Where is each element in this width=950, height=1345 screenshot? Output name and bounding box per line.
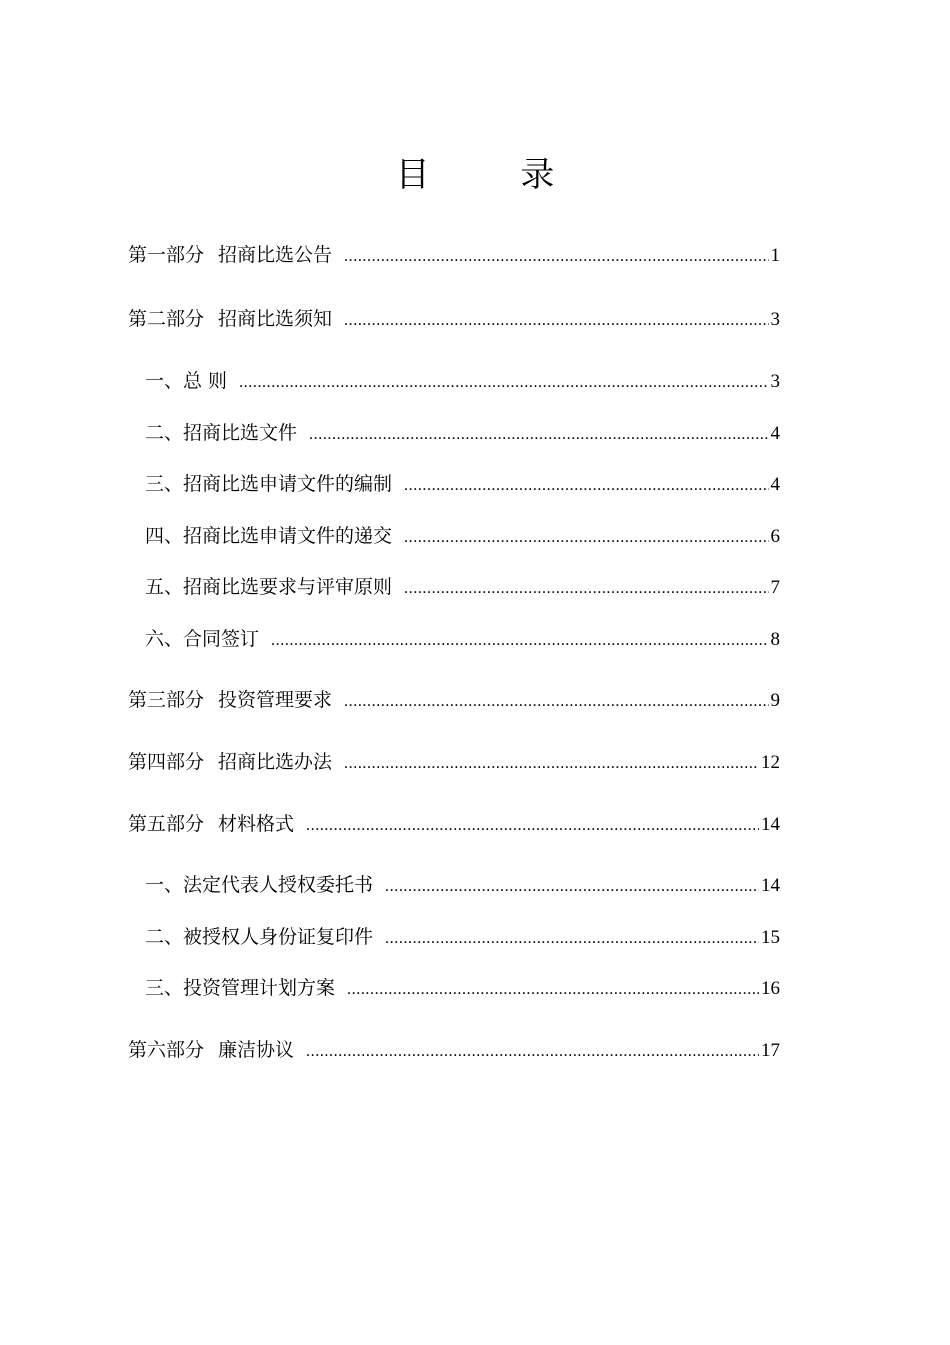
toc-entry-title: 招商比选要求与评审原则 <box>183 576 393 598</box>
toc-entry-prefix: 一、 <box>145 370 184 392</box>
toc-entry-page: 3 <box>770 371 780 392</box>
toc-entry-prefix: 一、 <box>145 874 184 896</box>
toc-entry-title: 招商比选申请文件的编制 <box>183 473 393 495</box>
toc-entry-prefix: 四、 <box>145 525 184 547</box>
toc-entry-part-3[interactable] <box>128 687 780 715</box>
toc-entry-title: 材料格式 <box>218 813 295 835</box>
toc-entry-prefix: 第六部分 <box>128 1039 205 1061</box>
dot-leader <box>306 813 759 839</box>
toc-entry-title: 招商比选申请文件的递交 <box>183 525 393 547</box>
dot-leader <box>385 926 759 952</box>
toc-entry-section[interactable] <box>145 471 780 499</box>
toc-entry-page: 17 <box>761 1040 780 1061</box>
dot-leader <box>271 628 768 654</box>
toc-entry-prefix: 三、 <box>145 977 184 999</box>
toc-entry-title: 被授权人身份证复印件 <box>183 926 374 948</box>
toc-entry-prefix: 三、 <box>145 473 184 495</box>
toc-entry-section[interactable] <box>145 368 780 396</box>
toc-entry-title: 招商比选公告 <box>218 244 333 266</box>
dot-leader <box>385 874 759 900</box>
toc-entry-part-1[interactable] <box>128 242 780 270</box>
toc-entry-page: 9 <box>770 690 780 711</box>
toc-entry-page: 4 <box>770 423 780 444</box>
toc-entry-title: 法定代表人授权委托书 <box>183 874 374 896</box>
toc-entry-section[interactable] <box>145 574 780 602</box>
toc-entry-page: 6 <box>770 526 780 547</box>
toc-entry-prefix: 第五部分 <box>128 813 205 835</box>
toc-entry-title: 合同签订 <box>183 628 260 650</box>
toc-entry-title: 招商比选文件 <box>183 422 298 444</box>
toc-entry-page: 1 <box>770 245 780 266</box>
toc-entry-title: 廉洁协议 <box>218 1039 295 1061</box>
toc-entry-title: 招商比选须知 <box>218 308 333 330</box>
toc-entry-page: 12 <box>761 752 780 773</box>
toc-entry-page: 14 <box>761 875 780 896</box>
toc-entry-page: 8 <box>770 629 780 650</box>
dot-leader <box>404 525 768 551</box>
toc-entry-prefix: 二、 <box>145 926 184 948</box>
toc-entry-part-2[interactable] <box>128 306 780 334</box>
dot-leader <box>347 977 759 1003</box>
toc-entry-prefix: 第四部分 <box>128 751 205 773</box>
dot-leader <box>344 751 759 777</box>
toc-entry-prefix: 第二部分 <box>128 308 205 330</box>
toc-entry-part-5[interactable] <box>128 811 780 839</box>
toc-entry-prefix: 二、 <box>145 422 184 444</box>
toc-entry-part-6[interactable] <box>128 1037 780 1065</box>
dot-leader <box>344 308 768 334</box>
dot-leader <box>309 422 768 448</box>
dot-leader <box>404 473 768 499</box>
dot-leader <box>344 689 768 715</box>
toc-entry-prefix: 第一部分 <box>128 244 205 266</box>
toc-entry-section[interactable] <box>145 924 780 952</box>
toc-entry-section[interactable] <box>145 626 780 654</box>
toc-entry-section[interactable] <box>145 420 780 448</box>
toc-entry-prefix: 五、 <box>145 576 184 598</box>
toc-entry-title: 招商比选办法 <box>218 751 333 773</box>
toc-entry-title: 投资管理计划方案 <box>183 977 336 999</box>
page-title: 目 录 <box>395 155 595 195</box>
toc-entry-prefix: 六、 <box>145 628 184 650</box>
toc-entry-section[interactable] <box>145 872 780 900</box>
toc-entry-title: 总 则 <box>183 370 228 392</box>
toc-entry-page: 3 <box>770 309 780 330</box>
toc-entry-section[interactable] <box>145 975 780 1003</box>
toc-entry-section[interactable] <box>145 523 780 551</box>
toc-entry-page: 4 <box>770 474 780 495</box>
toc-entry-page: 14 <box>761 814 780 835</box>
dot-leader <box>404 576 768 602</box>
dot-leader <box>239 370 768 396</box>
dot-leader <box>344 244 768 270</box>
toc-entry-page: 7 <box>770 577 780 598</box>
toc-entry-page: 15 <box>761 927 780 948</box>
dot-leader <box>306 1039 759 1065</box>
toc-entry-prefix: 第三部分 <box>128 689 205 711</box>
toc-entry-title: 投资管理要求 <box>218 689 333 711</box>
toc-entry-page: 16 <box>761 978 780 999</box>
toc-entry-part-4[interactable] <box>128 749 780 777</box>
